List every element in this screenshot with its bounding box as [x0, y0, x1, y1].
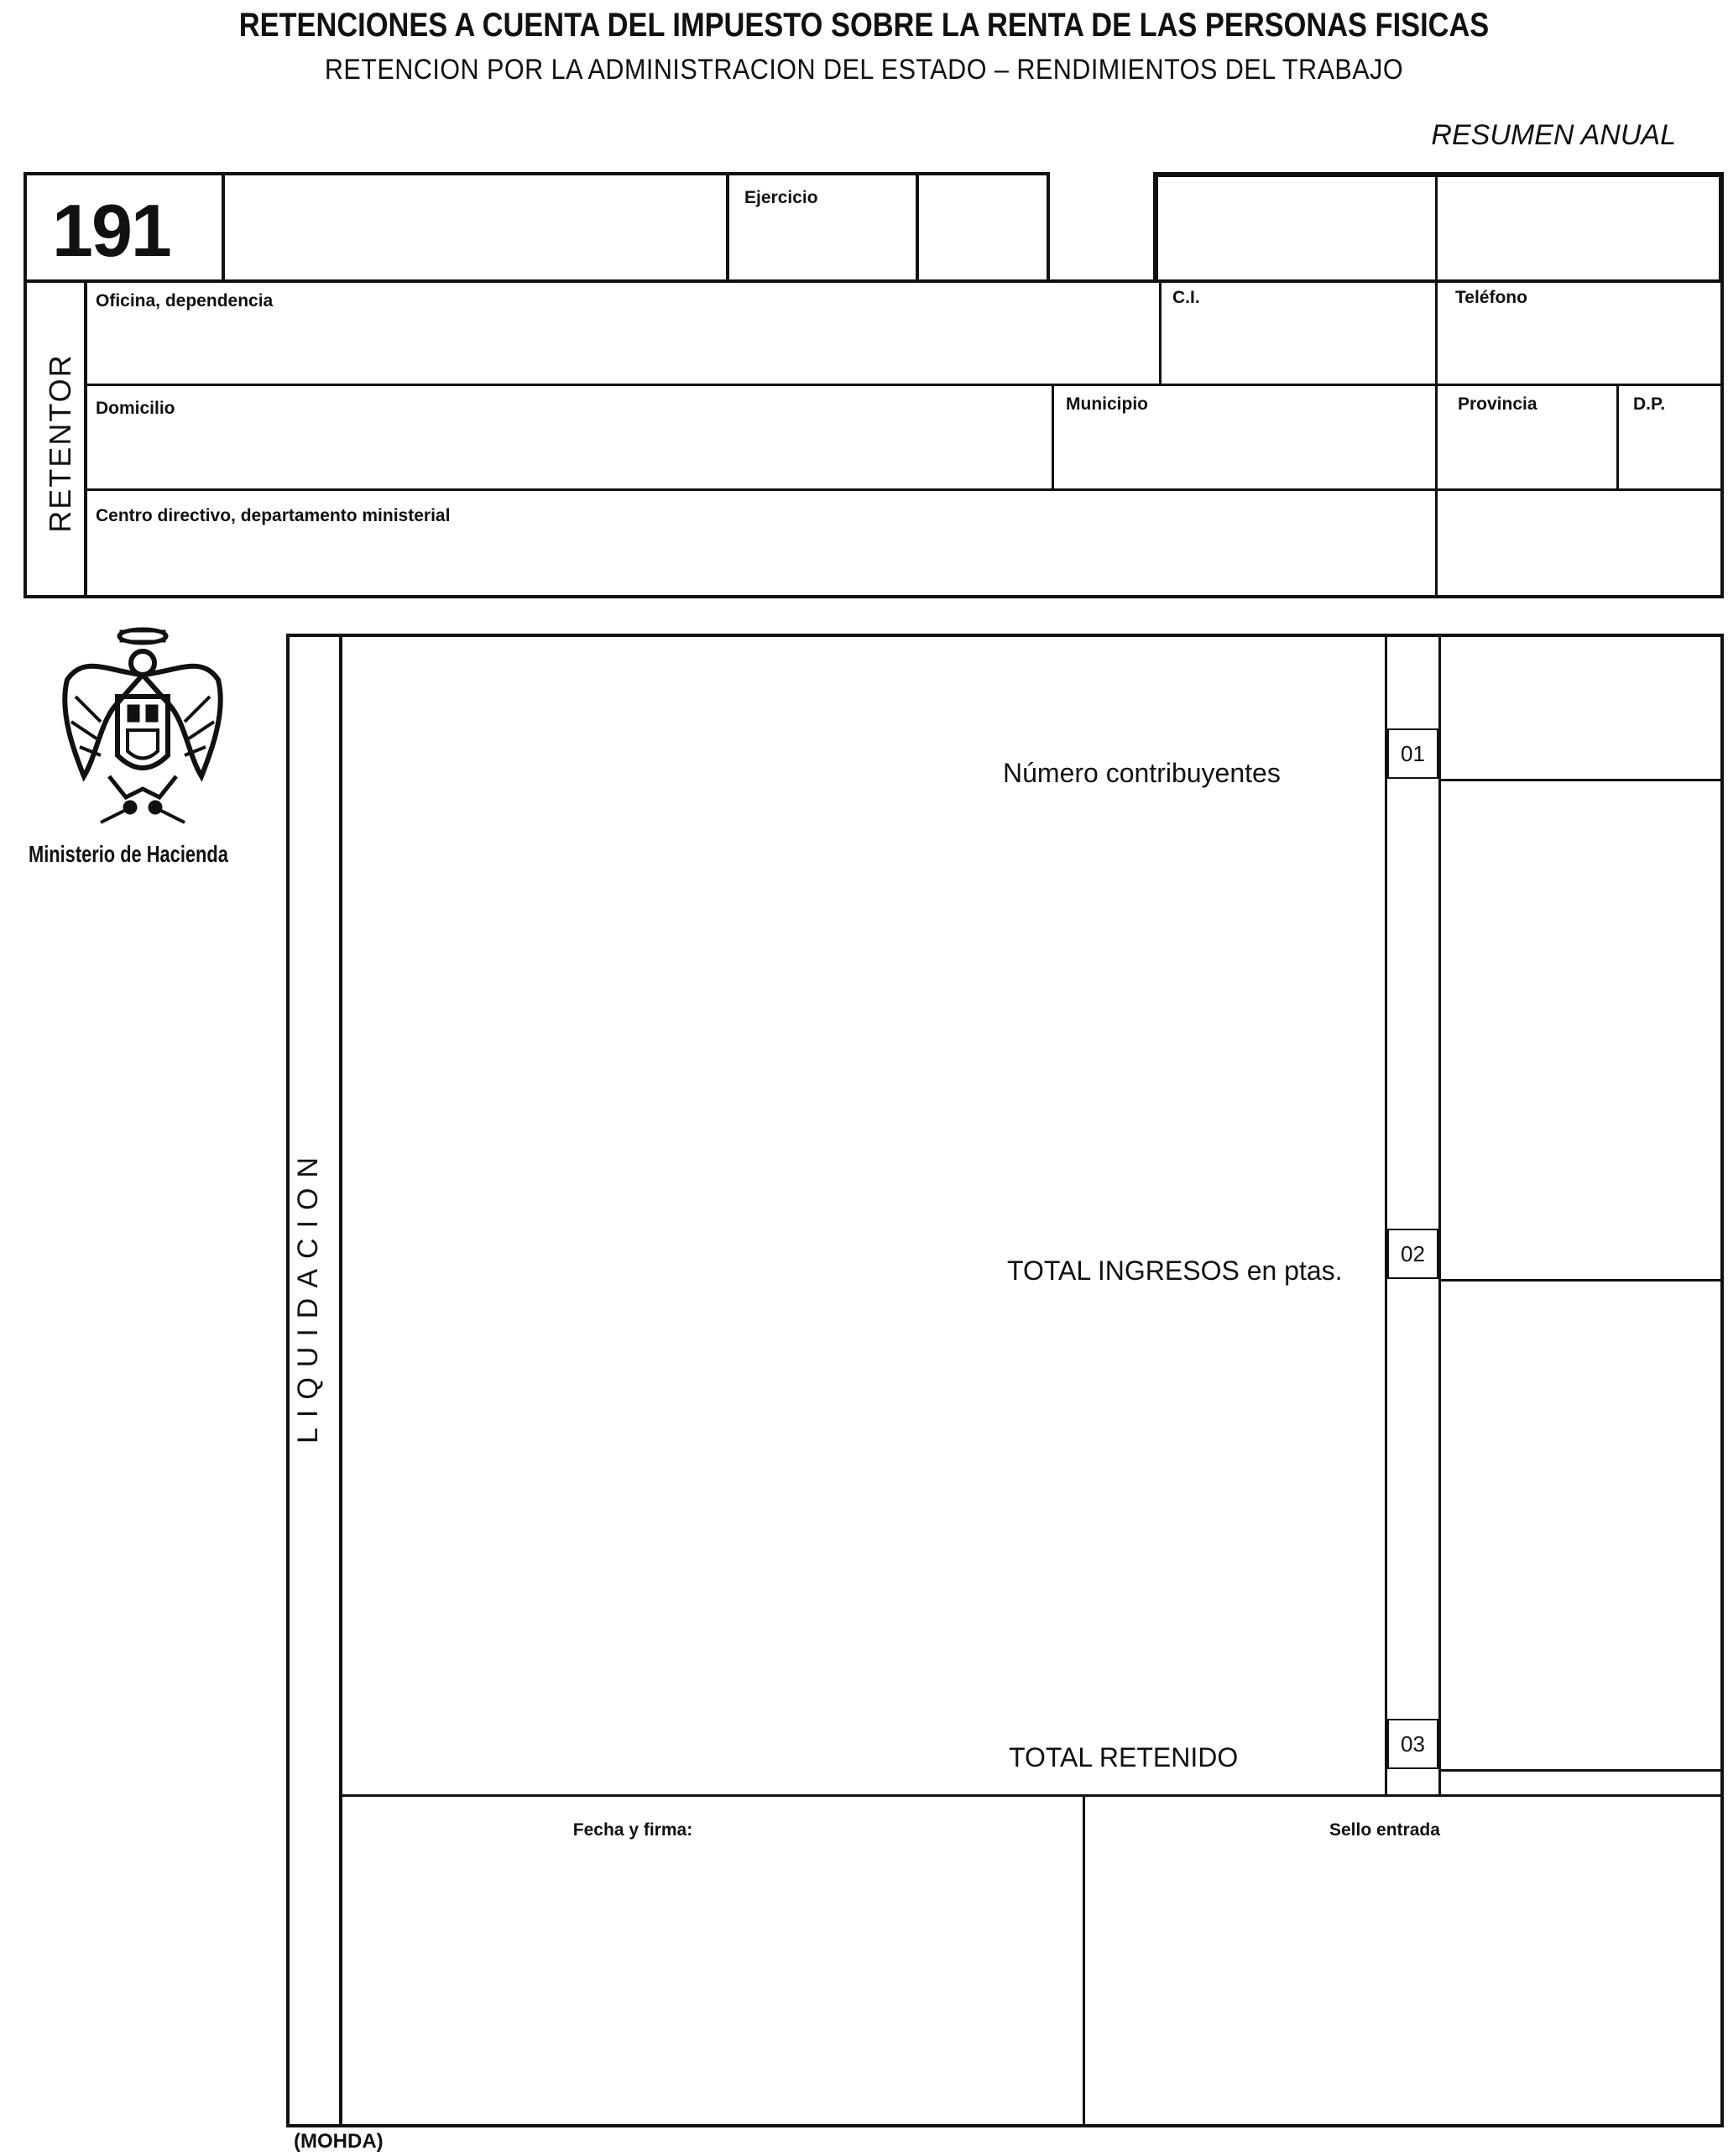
model-number-box — [23, 172, 225, 283]
centro-field[interactable] — [87, 532, 1433, 596]
ejercicio-label: Ejercicio — [744, 188, 818, 207]
form-subtitle: RETENCION POR LA ADMINISTRACION DEL ESTADO – RENDIMIENTOS DEL TRABAJO — [324, 54, 1404, 86]
code-box-01 — [1387, 728, 1438, 779]
centro-aux-field[interactable] — [1438, 492, 1722, 596]
total-retenido-label: TOTAL RETENIDO — [1009, 1742, 1239, 1772]
header-field-main[interactable] — [222, 172, 729, 283]
ministry-name: Ministerio de Hacienda — [29, 841, 228, 867]
numero-contribuyentes-label: Número contribuyentes — [1003, 758, 1281, 788]
oficina-field[interactable] — [87, 319, 1157, 383]
municipio-field[interactable] — [1055, 424, 1433, 488]
numero-contribuyentes-field[interactable] — [1442, 636, 1722, 777]
fecha-firma-label: Fecha y firma: — [572, 1820, 693, 1840]
coat-of-arms-icon — [50, 621, 235, 831]
summary-label: RESUMEN ANUAL — [1431, 119, 1676, 151]
model-number: 191 — [52, 189, 170, 272]
municipio-label: Municipio — [1066, 394, 1148, 414]
ejercicio-box[interactable] — [726, 172, 919, 283]
telefono-label: Teléfono — [1455, 288, 1527, 307]
code-box-03 — [1387, 1719, 1438, 1769]
telefono-field[interactable] — [1438, 319, 1722, 383]
total-ingresos-label: TOTAL INGRESOS en ptas. — [1007, 1255, 1343, 1286]
fecha-firma-field[interactable] — [342, 1798, 1081, 2125]
ci-field[interactable] — [1162, 319, 1433, 383]
code-02: 02 — [1401, 1240, 1425, 1266]
dp-label: D.P. — [1633, 394, 1666, 414]
total-ingresos-field[interactable] — [1442, 782, 1722, 1277]
domicilio-label: Domicilio — [96, 399, 175, 418]
centro-label: Centro directivo, departamento ministerial — [96, 506, 451, 525]
form-title: RETENCIONES A CUENTA DEL IMPUESTO SOBRE LA RENTA DE LAS PERSONAS FISICAS — [238, 7, 1490, 44]
sello-entrada-field[interactable] — [1086, 1798, 1722, 2125]
code-01: 01 — [1401, 740, 1425, 766]
total-retenido-field[interactable] — [1442, 1282, 1722, 1767]
code-03: 03 — [1401, 1731, 1425, 1757]
sello-entrada-label: Sello entrada — [1329, 1820, 1440, 1840]
form-code: (MOHDA) — [294, 2130, 384, 2153]
code-box-02 — [1387, 1229, 1438, 1279]
liquidacion-label: LIQUIDACION — [292, 1146, 324, 1443]
domicilio-field[interactable] — [87, 424, 1049, 488]
provincia-field[interactable] — [1438, 424, 1615, 488]
provincia-label: Provincia — [1458, 394, 1537, 414]
ejercicio-value-box[interactable] — [916, 172, 1050, 283]
retentor-label: RETENTOR — [43, 353, 77, 533]
oficina-label: Oficina, dependencia — [96, 291, 274, 311]
dp-field[interactable] — [1620, 424, 1722, 488]
official-use-box — [1153, 172, 1724, 283]
ci-label: C.I. — [1172, 288, 1200, 307]
